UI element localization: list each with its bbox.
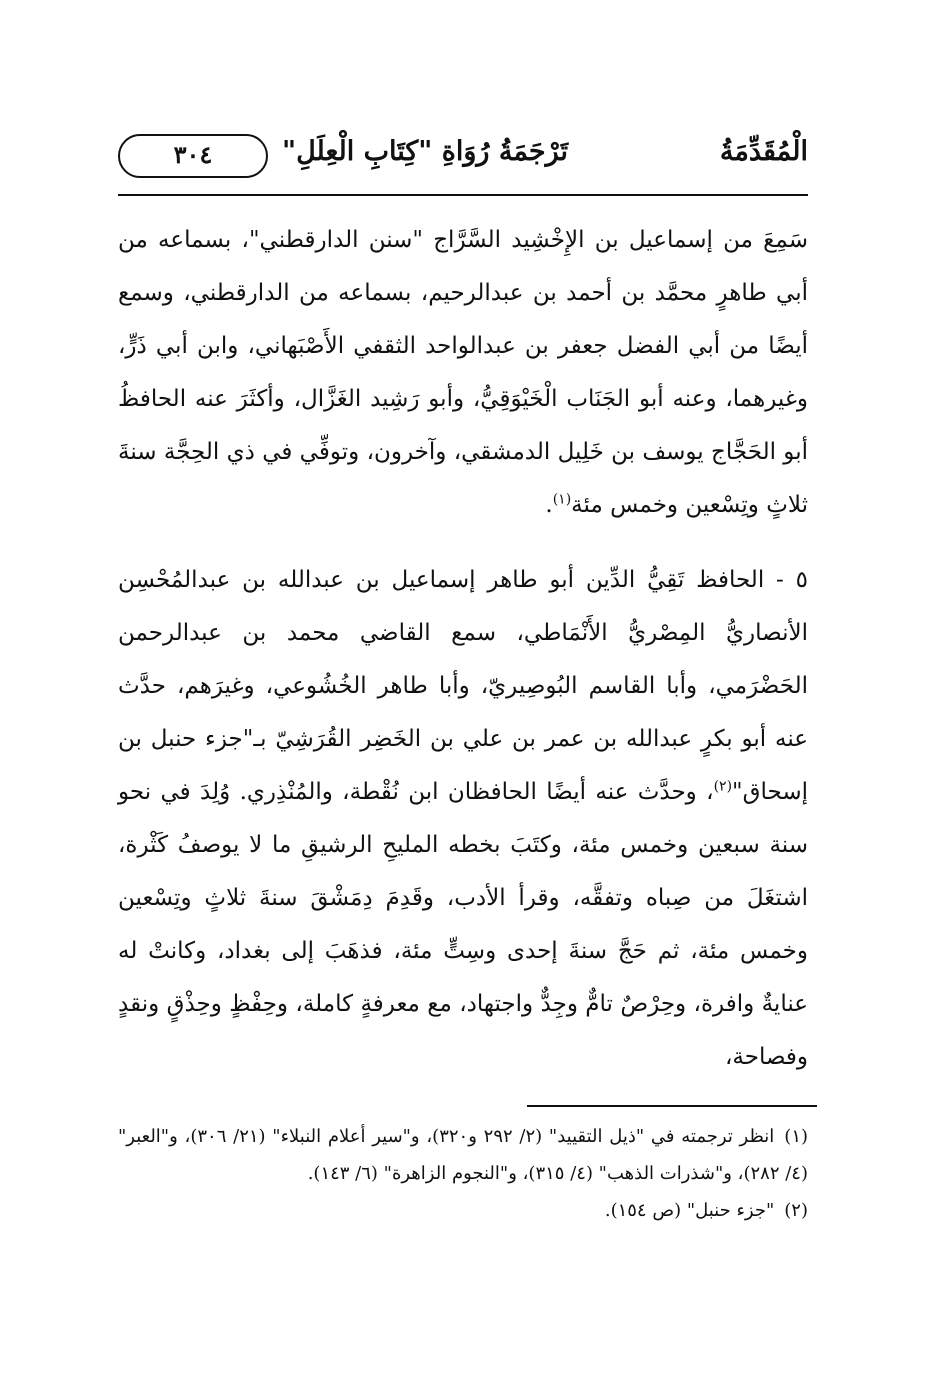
header-rule (118, 194, 808, 196)
footnote-1-text: انظر ترجمته في "ذيل التقييد" (٢/ ٢٩٢ و٣٢٠)، و"سير أعلام النبلاء" (٢١/ ٣٠٦)، و"العبر" (٤/ ٢٨٢)، و"شذرات الذهب" (٤/ ٣١٥)، و"النجوم الزاهرة" (٦/ ١٤٣). (118, 1126, 808, 1184)
footnote-2 (118, 1192, 808, 1229)
book-title: تَرْجَمَةُ رُوَاةِ "كِتَابِ الْعِلَلِ" (282, 136, 569, 167)
footnote-ref-1: (١) (552, 491, 572, 508)
paragraph-1-tail: . (545, 492, 553, 518)
footnote-2-text: "جزء حنبل" (ص ١٥٤). (604, 1200, 775, 1221)
footnote-1 (118, 1118, 808, 1192)
paragraph-2-text: ٥ - الحافظ تَقِيُّ الدِّين أبو طاهر إسماعيل بن عبدالله بن عبدالمُحْسِن الأنصاريُّ المِصْريُّ الأَنْمَاطي، سمع القاضي محمد بن عبدالرحمن الحَضْرَمي، وأبا القاسم البُوصِيريّ، وأبا طاهر الخُشُوعي، وغيرَهم، حدَّث عنه أبو بكرٍ عبدالله بن عمر بن علي بن الخَضِر القُرَشِيّ بـ"جزء حنبل بن إسحاق" (118, 567, 808, 805)
paragraph-2-tail: ، وحدَّث عنه أيضًا الحافظان ابن نُقْطة، والمُنْذِري. وُلِدَ في نحو سنة سبعين وخمس مئة، وكتَبَ بخطه المليحِ الرشيقِ ما لا يوصفُ كَثْرة، اشتغَلَ من صِباه وتفقَّه، وقرأ الأدب، وقَدِمَ دِمَشْقَ سنةَ ثلاثٍ وتِسْعين وخمس مئة، ثم حَجَّ سنةَ إحدى وسِتٍّ مئة، فذهَبَ إلى بغداد، وكانتْ له عنايةٌ وافرة، وحِرْصٌ تامٌّ وجِدٌّ واجتهاد، مع معرفةٍ كاملة، وحِفْظٍ وحِذْقٍ ونقدٍ وفصاحة، (118, 779, 808, 1070)
section-title: الْمُقَدِّمَةُ (719, 136, 808, 167)
paragraph-2 (118, 554, 808, 1084)
paragraph-1-text: سَمِعَ من إسماعيل بن الإِخْشِيد السَّرَّاج "سنن الدارقطني"، بسماعه من أبي طاهرٍ محمَّد بن أحمد بن عبدالرحيم، بسماعه من الدارقطني، وسمع أيضًا من أبي الفضل جعفر بن عبدالواحد الثقفي الأَصْبَهاني، وابن أبي ذَرٍّ، وغيرهما، وعنه أبو الجَنَاب الْخَيْوَقِيُّ، وأبو رَشِيد الغَزَّال، وأكثَرَ عنه الحافظُ أبو الحَجَّاج يوسف بن خَلِيل الدمشقي، وآخرون، وتوفِّي في ذي الحِجَّة سنةَ ثلاثٍ وتِسْعين وخمس مئة (118, 227, 808, 518)
page-number: ٣٠٤ (118, 134, 268, 178)
main-text (118, 214, 808, 1084)
footnote-2-number: (٢) (784, 1200, 808, 1221)
footnote-separator (527, 1105, 817, 1107)
footnote-1-number: (١) (784, 1126, 809, 1147)
footnote-ref-2: (٢) (713, 778, 733, 795)
footnotes (118, 1118, 808, 1229)
page-header (118, 128, 808, 188)
paragraph-1 (118, 214, 808, 532)
